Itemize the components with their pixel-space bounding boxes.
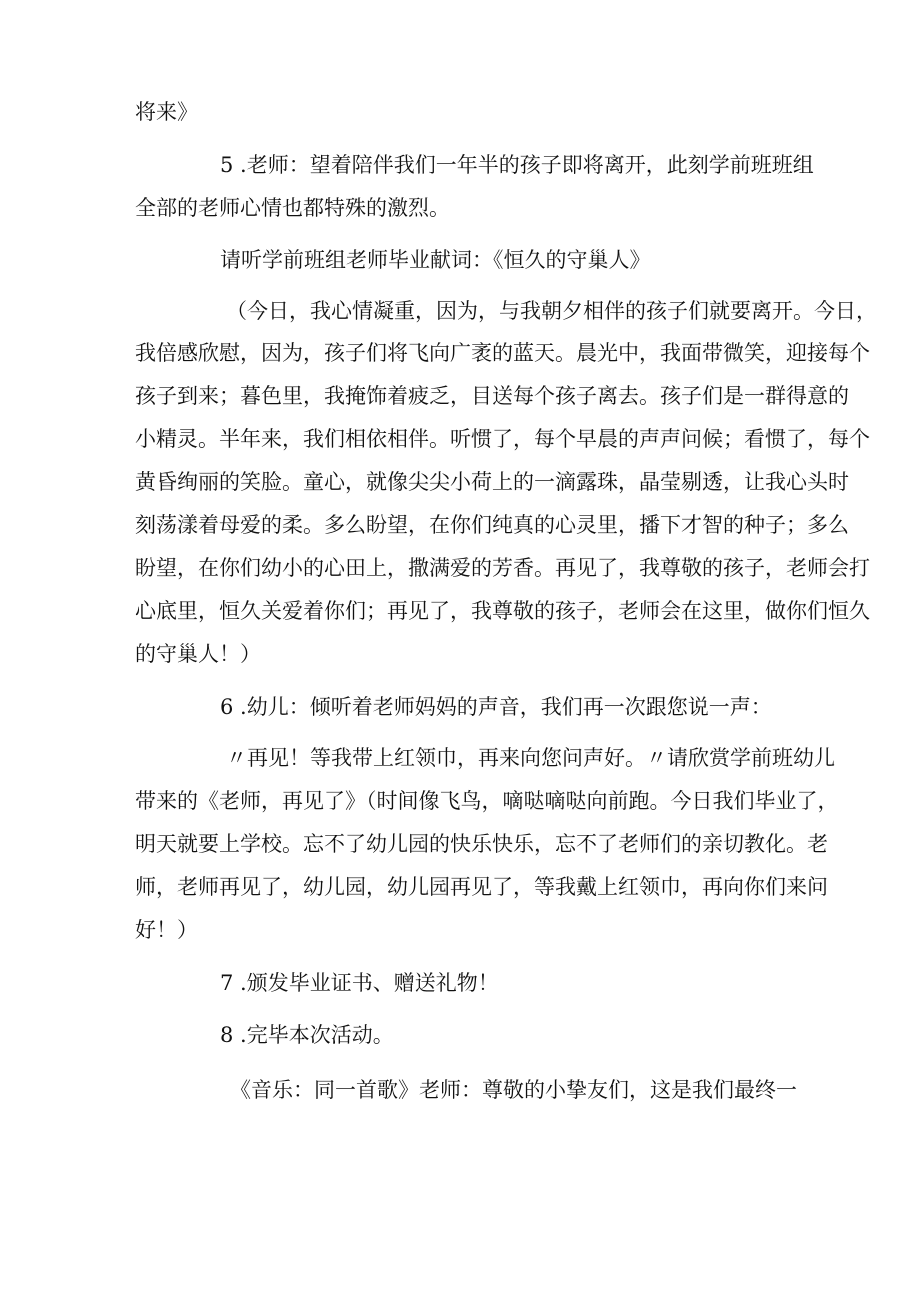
speech-paragraph-line: 我倍感欣慰，因为，孩子们将飞向广袤的蓝天。晨光中，我面带微笑，迎接每个: [135, 341, 870, 365]
speech-paragraph-line: 黄昏绚丽的笑脸。童心，就像尖尖小荷上的一滴露珠，晶莹剔透，让我心头时: [135, 470, 849, 494]
speech-paragraph-line: 小精灵。半年来，我们相依相伴。听惯了，每个早晨的声声问候；看惯了，每个: [135, 427, 870, 451]
song-paragraph-line: 〃再见！等我带上红领巾，再来向您问声好。〃请欣赏学前班幼儿: [226, 746, 835, 770]
speech-paragraph-line: 的守巢人！）: [135, 642, 261, 666]
song-paragraph-line: 好！）: [135, 918, 198, 942]
speech-paragraph-line: 刻荡漾着母爱的柔。多么盼望，在你们纯真的心灵里，播下才智的种子；多么: [135, 513, 849, 537]
speech-paragraph-line: 盼望，在你们幼小的心田上，撒满爱的芳香。再见了，我尊敬的孩子，老师会打: [135, 556, 870, 580]
song-paragraph-line: 带来的《老师，再见了》（时间像飞鸟，嘀哒嘀哒向前跑。今日我们毕业了，: [135, 789, 839, 813]
speech-paragraph-line: （今日，我心情凝重，因为，与我朝夕相伴的孩子们就要离开。今日，: [226, 299, 877, 323]
speech-title-line: 请听学前班组老师毕业献词：《恒久的守巢人》: [220, 248, 651, 272]
closing-paragraph-line: 《音乐：同一首歌》老师：尊敬的小挚友们，这是我们最终一: [230, 1078, 797, 1102]
speech-paragraph-line: 孩子到来；暮色里，我掩饰着疲乏，目送每个孩子离去。孩子们是一群得意的: [135, 384, 849, 408]
speech-paragraph-line: 心底里，恒久关爱着你们；再见了，我尊敬的孩子，老师会在这里，做你们恒久: [135, 599, 870, 623]
text-line: 将来》: [135, 100, 198, 124]
text-line: 全部的老师心情也都特殊的激烈。: [135, 196, 450, 220]
item-8-heading: 8 .完毕本次活动。: [220, 1023, 394, 1047]
item-7-heading: 7 .颁发毕业证书、赠送礼物！: [220, 971, 499, 995]
item-6-heading: 6 .幼儿：倾听着老师妈妈的声音，我们再一次跟您说一声：: [220, 695, 772, 719]
song-paragraph-line: 明天就要上学校。忘不了幼儿园的快乐快乐，忘不了老师们的亲切教化。老: [135, 832, 828, 856]
item-5-heading: 5 .老师：望着陪伴我们一年半的孩子即将离开，此刻学前班班组: [220, 153, 814, 177]
song-paragraph-line: 师，老师再见了，幼儿园，幼儿园再见了，等我戴上红领巾，再向你们来问: [135, 875, 828, 899]
